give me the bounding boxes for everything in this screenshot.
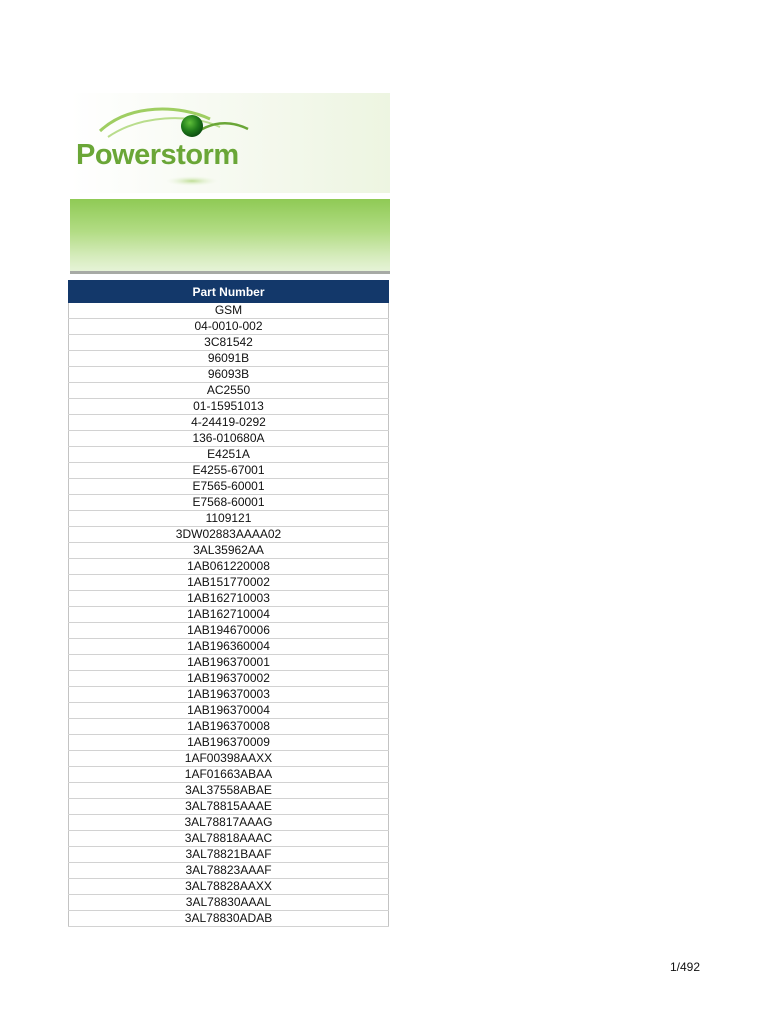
part-number-cell: 1AB196370003 [69, 687, 389, 703]
part-number-cell: E4255-67001 [69, 463, 389, 479]
table-row [69, 431, 389, 447]
part-number-cell: 1109121 [69, 511, 389, 527]
table-row [69, 815, 389, 831]
table-row [69, 671, 389, 687]
part-number-cell: AC2550 [69, 383, 389, 399]
table-row [69, 367, 389, 383]
part-number-cell: 4-24419-0292 [69, 415, 389, 431]
table-row [69, 527, 389, 543]
table-row [69, 751, 389, 767]
part-number-cell: 1AF01663ABAA [69, 767, 389, 783]
table-row [69, 495, 389, 511]
table-row [69, 351, 389, 367]
table-row [69, 799, 389, 815]
table-row [69, 687, 389, 703]
logo-shadow [166, 176, 218, 186]
part-number-column-header: Part Number [69, 281, 389, 303]
table-body [69, 303, 389, 927]
table-header-row [69, 281, 389, 303]
part-number-cell: E4251A [69, 447, 389, 463]
table-row [69, 623, 389, 639]
table-row [69, 831, 389, 847]
page-number: 1/492 [669, 960, 700, 974]
part-number-cell: 1AF00398AAXX [69, 751, 389, 767]
table-row [69, 703, 389, 719]
part-number-cell: 01-15951013 [69, 399, 389, 415]
part-number-cell: 3C81542 [69, 335, 389, 351]
part-number-cell: 1AB196370008 [69, 719, 389, 735]
table-row [69, 399, 389, 415]
logo-wordmark: Powerstorm [76, 139, 239, 171]
table-row [69, 591, 389, 607]
part-number-table [68, 280, 389, 927]
table-row [69, 655, 389, 671]
table-row [69, 607, 389, 623]
table-row [69, 303, 389, 319]
logo-swoosh-right [196, 123, 248, 133]
part-number-cell: 1AB194670006 [69, 623, 389, 639]
part-number-cell: 1AB196360004 [69, 639, 389, 655]
table-row [69, 847, 389, 863]
part-number-cell: 1AB196370002 [69, 671, 389, 687]
table-row [69, 783, 389, 799]
table-row [69, 639, 389, 655]
part-number-cell: 1AB162710003 [69, 591, 389, 607]
part-number-cell: 3AL37558ABAE [69, 783, 389, 799]
table-row [69, 511, 389, 527]
part-number-cell: 96091B [69, 351, 389, 367]
table-row [69, 911, 389, 927]
part-number-cell: 1AB196370009 [69, 735, 389, 751]
part-number-cell: 3AL78818AAAC [69, 831, 389, 847]
part-number-cell: 3AL78821BAAF [69, 847, 389, 863]
table-row [69, 447, 389, 463]
table-row [69, 767, 389, 783]
part-number-cell: 96093B [69, 367, 389, 383]
logo-ball [181, 115, 203, 137]
part-number-cell: 3DW02883AAAA02 [69, 527, 389, 543]
part-number-cell: 3AL78823AAAF [69, 863, 389, 879]
part-number-cell: 3AL35962AA [69, 543, 389, 559]
table-row [69, 735, 389, 751]
table-row [69, 335, 389, 351]
part-number-cell: 3AL78830ADAB [69, 911, 389, 927]
part-number-cell: 3AL78830AAAL [69, 895, 389, 911]
table-row [69, 463, 389, 479]
part-number-cell: 3AL78828AAXX [69, 879, 389, 895]
table-row [69, 879, 389, 895]
table-row [69, 383, 389, 399]
part-number-cell: 04-0010-002 [69, 319, 389, 335]
header-banner [70, 199, 390, 274]
part-number-cell: E7568-60001 [69, 495, 389, 511]
part-number-cell: 3AL78815AAAE [69, 799, 389, 815]
part-number-cell: E7565-60001 [69, 479, 389, 495]
part-number-cell: 1AB151770002 [69, 575, 389, 591]
table-row [69, 415, 389, 431]
table-row [69, 479, 389, 495]
table-row [69, 719, 389, 735]
table-row [69, 559, 389, 575]
table-row [69, 575, 389, 591]
part-number-cell: 1AB196370001 [69, 655, 389, 671]
part-number-cell: GSM [69, 303, 389, 319]
table-row [69, 543, 389, 559]
part-number-cell: 136-010680A [69, 431, 389, 447]
table-row [69, 895, 389, 911]
part-number-cell: 3AL78817AAAG [69, 815, 389, 831]
table-row [69, 863, 389, 879]
part-number-cell: 1AB196370004 [69, 703, 389, 719]
part-number-cell: 1AB162710004 [69, 607, 389, 623]
powerstorm-logo [70, 93, 390, 193]
table-row [69, 319, 389, 335]
part-number-cell: 1AB061220008 [69, 559, 389, 575]
